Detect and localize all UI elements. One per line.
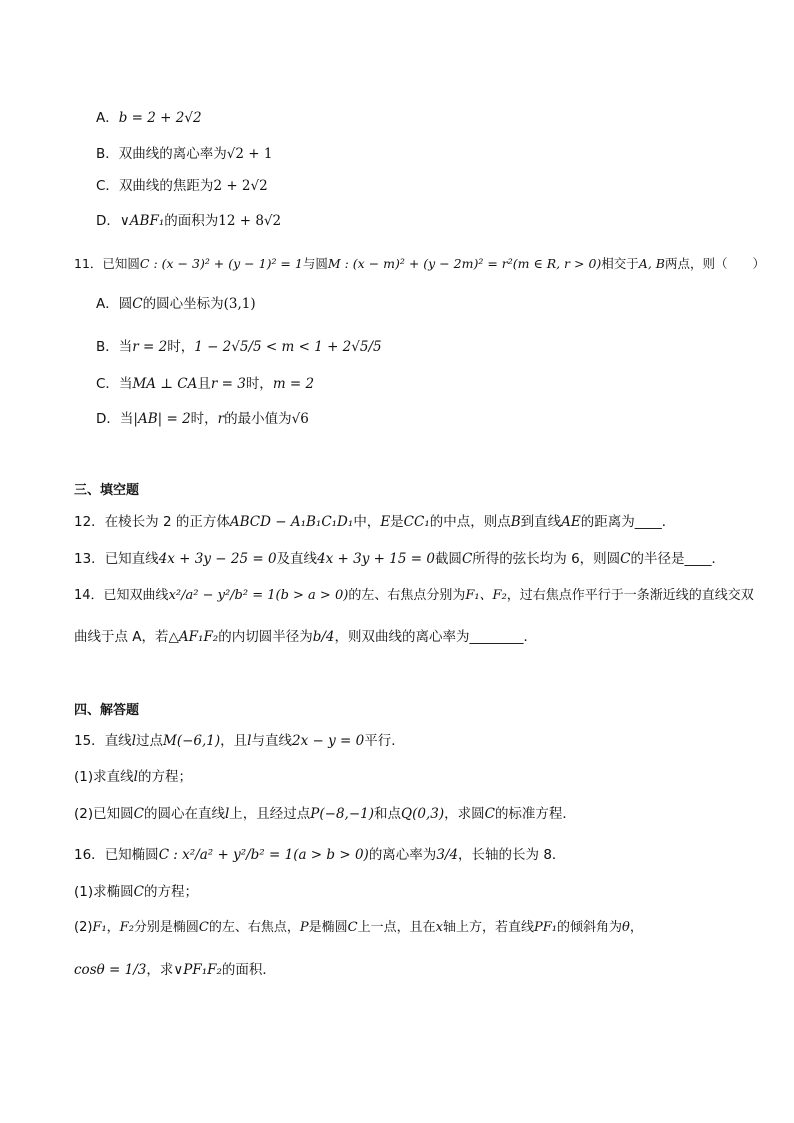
math-expression: C : (x − 3)² + (y − 1)² = 1 (139, 256, 303, 271)
option-text: 圆 (118, 296, 133, 312)
q10-option-c (96, 176, 268, 196)
q10-option-a (96, 108, 202, 128)
math-expression: 3/4 (436, 847, 459, 863)
question-text: 相交于 (601, 256, 639, 271)
question-text: 所得的弦长均为 6，则圆 (472, 551, 621, 567)
math-expression: C (620, 551, 631, 567)
math-expression: M(−6,1) (163, 733, 221, 749)
math-expression: 4x + 3y + 15 = 0 (317, 551, 435, 567)
math-expression: A, B (638, 256, 665, 271)
math-expression: ∨PF₁F₂ (173, 962, 222, 978)
question-text: (1)求直线 (74, 769, 134, 785)
math-expression: (3,1) (223, 296, 256, 312)
math-expression: Q(0,3) (401, 806, 445, 822)
question-text: 截圆 (434, 551, 462, 567)
question-text: (1)求椭圆 (74, 884, 134, 900)
question-number: 15． (74, 733, 105, 749)
question-text: ，且 (220, 733, 248, 749)
question-text: 的倾斜角为 (556, 920, 622, 935)
section-title-fill-in: 三、填空题 (74, 483, 140, 498)
question-text: 的距离为____． (580, 514, 676, 530)
math-expression: △AF₁F₂ (168, 629, 219, 645)
option-label: A． (96, 110, 119, 126)
option-label: C． (96, 178, 119, 194)
math-expression: l (133, 769, 138, 785)
math-expression: l (247, 733, 252, 749)
question-text: 的左、右焦点， (208, 920, 300, 935)
question-text: 两点，则（ ） (664, 256, 765, 271)
option-text: 时， (167, 339, 195, 355)
question-text: 的左、右焦点分别为 (348, 588, 466, 603)
math-expression: C (347, 920, 358, 935)
question-number: 13． (74, 551, 105, 567)
math-expression: θ (621, 920, 630, 935)
math-expression: r = 3 (210, 376, 246, 392)
q11-option-b (96, 337, 382, 357)
question-text: 在棱长为 2 的正方体 (104, 514, 230, 530)
question-text: 平行． (364, 733, 405, 749)
option-text: 时， (245, 376, 273, 392)
question-text: 已知双曲线 (103, 588, 169, 603)
math-expression: F₂ (119, 920, 134, 935)
question-text: 上，且经过点 (229, 806, 311, 822)
question-16-part-1 (74, 882, 198, 902)
q11-option-d (96, 409, 309, 429)
question-text: 直线 (104, 733, 132, 749)
math-expression: C (133, 884, 144, 900)
math-expression: 2 + 2√2 (213, 178, 268, 194)
math-expression: |AB| = 2 (133, 411, 191, 427)
option-text: 双曲线的焦距为 (118, 178, 214, 194)
q11-option-a (96, 294, 256, 314)
question-15-part-1 (74, 767, 192, 787)
math-expression: 4x + 3y − 25 = 0 (158, 551, 277, 567)
question-text: 的面积． (221, 962, 276, 978)
math-expression: C (461, 551, 473, 567)
question-text: (2)已知圆 (74, 806, 134, 822)
question-13 (74, 549, 725, 569)
math-expression: cosθ = 1/3 (74, 962, 147, 978)
math-expression: C : x²/a² + y²/b² = 1(a > b > 0) (158, 847, 369, 863)
math-expression: E (380, 514, 391, 530)
question-text: ，求 (146, 962, 174, 978)
math-expression: C (198, 920, 209, 935)
math-expression: 2x − y = 0 (291, 733, 365, 749)
math-expression: 1 − 2√5/5 < m < 1 + 2√5/5 (194, 339, 382, 355)
question-text: ，则双曲线的离心率为________． (334, 629, 538, 645)
math-expression: M : (x − m)² + (y − 2m)² = r²(m ∈ R, r > 0) (327, 256, 602, 271)
option-label: A． (96, 296, 119, 312)
q11-option-c (96, 374, 314, 394)
math-expression: MA ⊥ CA (132, 376, 198, 392)
question-14-continued (74, 627, 537, 647)
question-text: 已知圆 (102, 256, 140, 271)
question-number: 11． (74, 256, 103, 271)
question-text: 上一点，且在 (357, 920, 436, 935)
question-text: 的圆心在直线 (143, 806, 225, 822)
question-text: 的内切圆半径为 (218, 629, 313, 645)
math-expression: ∨ABF₁ (119, 213, 165, 229)
option-text: 的面积为 (164, 213, 219, 229)
question-16-part-2-continued (74, 960, 276, 980)
question-text: 已知直线 (104, 551, 159, 567)
option-label: D． (96, 213, 120, 229)
math-expression: P (299, 920, 309, 935)
math-expression: CC₁ (403, 514, 430, 530)
question-15 (74, 731, 405, 751)
question-text: ， (106, 920, 120, 935)
option-text: 当 (118, 339, 133, 355)
question-text: ，长轴的长为 8． (458, 847, 566, 863)
option-text: 当 (119, 411, 134, 427)
question-number: 14． (74, 588, 104, 603)
question-text: 的中点，则点 (429, 514, 511, 530)
question-text: 的标准方程． (494, 806, 576, 822)
question-text: 和点 (374, 806, 402, 822)
question-16-part-2 (74, 918, 643, 938)
math-expression: b = 2 + 2√2 (118, 110, 202, 126)
question-text: 与圆 (302, 256, 328, 271)
question-text: 是椭圆 (308, 920, 348, 935)
math-expression: l (224, 806, 230, 822)
question-text: 的半径是____． (630, 551, 726, 567)
q10-option-b (96, 144, 272, 164)
question-number: 12． (74, 514, 105, 530)
option-text: 双曲线的离心率为 (118, 146, 227, 162)
question-text: 过点 (136, 733, 164, 749)
option-text: 当 (118, 376, 133, 392)
question-text: 与直线 (251, 733, 292, 749)
question-text: 已知椭圆 (104, 847, 159, 863)
math-expression: x²/a² − y²/b² = 1(b > a > 0) (168, 588, 349, 603)
question-15-part-2 (74, 804, 576, 824)
math-expression: √2 + 1 (226, 146, 273, 162)
math-expression: AE (561, 514, 581, 530)
math-expression: l (131, 733, 137, 749)
question-text: 到直线 (520, 514, 562, 530)
math-expression: C (132, 296, 143, 312)
option-label: C． (96, 376, 119, 392)
question-16 (74, 845, 565, 865)
question-12 (74, 512, 675, 532)
question-text: ， (629, 920, 643, 935)
math-expression: r (217, 411, 225, 427)
option-label: D． (96, 411, 120, 427)
math-expression: F₁ (92, 920, 107, 935)
math-expression: b/4 (312, 629, 335, 645)
math-expression: B (510, 514, 521, 530)
math-expression: 12 + 8√2 (218, 213, 282, 229)
math-expression: C (484, 806, 495, 822)
option-text: 的最小值为 (224, 411, 292, 427)
option-label: B． (96, 339, 119, 355)
question-text: ，过右焦点作平行于一条渐近线的直线交双 (506, 588, 754, 603)
option-label: B． (96, 146, 119, 162)
section-title-answer: 四、解答题 (74, 703, 140, 718)
question-text: 的离心率为 (368, 847, 437, 863)
math-expression: ABCD − A₁B₁C₁D₁ (229, 514, 354, 530)
question-11 (74, 254, 765, 274)
math-expression: x (435, 920, 443, 935)
math-expression: P(−8,−1) (310, 806, 375, 822)
option-text: 且 (197, 376, 211, 392)
question-text: 的方程； (143, 884, 198, 900)
question-text: 曲线于点 A，若 (74, 629, 169, 645)
question-text: (2) (74, 920, 93, 935)
math-expression: r = 2 (132, 339, 168, 355)
question-number: 16． (74, 847, 105, 863)
question-text: 中， (353, 514, 381, 530)
math-expression: F₁、F₂ (465, 588, 507, 603)
question-text: 的方程； (137, 769, 192, 785)
question-14 (74, 586, 754, 606)
math-expression: PF₁ (533, 920, 557, 935)
question-text: 分别是椭圆 (133, 920, 199, 935)
option-text: 时， (190, 411, 218, 427)
math-expression: m = 2 (272, 376, 315, 392)
option-text: 的圆心坐标为 (142, 296, 224, 312)
question-text: 及直线 (276, 551, 318, 567)
q10-option-d (96, 211, 281, 231)
math-expression: C (133, 806, 144, 822)
question-text: ，求圆 (444, 806, 485, 822)
question-text: 是 (390, 514, 404, 530)
question-text: 轴上方，若直线 (442, 920, 534, 935)
math-expression: √6 (291, 411, 309, 427)
